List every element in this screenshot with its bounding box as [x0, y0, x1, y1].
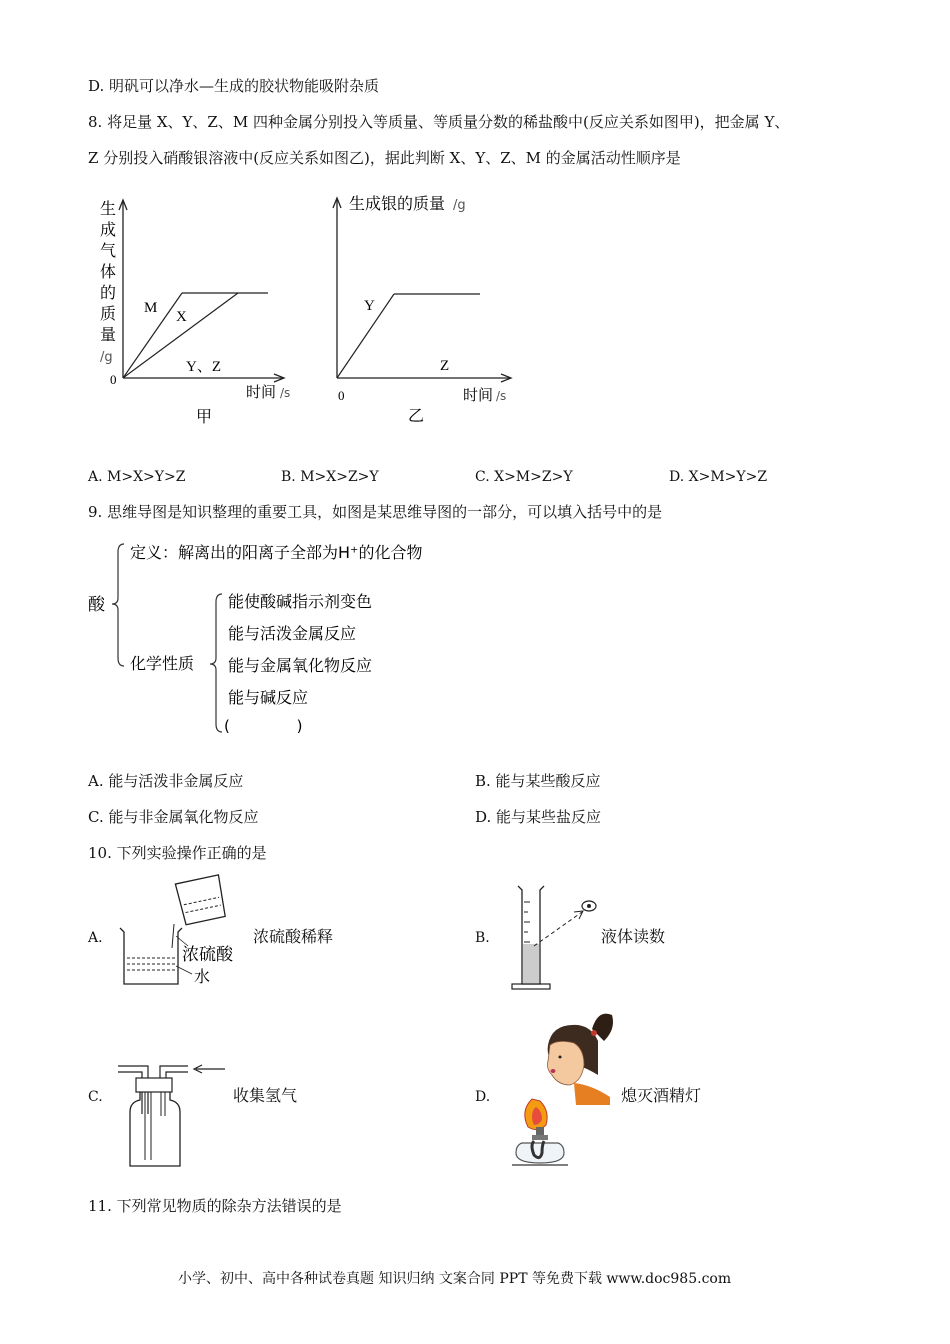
yi-ylabel: 生成银的质量	[349, 194, 446, 213]
fig-cylinder-reading	[500, 882, 600, 992]
jia-label-m: M	[144, 300, 158, 316]
jia-ylabel-5: 质	[100, 304, 117, 323]
water-label: 水	[194, 967, 211, 986]
q10-b-letter: B.	[475, 930, 490, 946]
yi-xlabel: 时间	[463, 386, 494, 404]
map-outer-brace	[112, 544, 124, 666]
mind-map	[88, 536, 468, 746]
q10-c-letter: C.	[88, 1089, 103, 1105]
jia-label-yz: Y、Z	[186, 359, 221, 375]
map-inner-brace	[210, 594, 222, 732]
q7-option-d: D. 明矾可以净水—生成的胶状物能吸附杂质	[88, 77, 380, 95]
jia-ylabel-4: 的	[100, 283, 117, 302]
q11-stem: 11. 下列常见物质的除杂方法错误的是	[88, 1197, 342, 1215]
fig-alcohol-lamp	[500, 1005, 620, 1173]
yi-origin: 0	[338, 388, 345, 403]
q9-option-c: C. 能与非金属氧化物反应	[88, 808, 259, 826]
q8-option-d: D. X>M>Y>Z	[669, 469, 768, 485]
jia-origin: 0	[110, 372, 117, 387]
q10-stem: 10. 下列实验操作正确的是	[88, 844, 267, 862]
map-definition: 定义：解离出的阳离子全部为H⁺的化合物	[130, 543, 423, 562]
jia-xlabel: 时间	[246, 383, 277, 401]
q10-c-caption: 收集氢气	[233, 1086, 298, 1105]
q9-option-d: D. 能与某些盐反应	[475, 808, 602, 826]
fig-gas-collection	[110, 1056, 240, 1174]
map-item-1: 能与活泼金属反应	[228, 624, 357, 643]
jia-caption: 甲	[196, 407, 213, 426]
jia-xunit: /s	[280, 386, 291, 400]
q9-option-b: B. 能与某些酸反应	[475, 772, 601, 790]
yi-label-z: Z	[440, 358, 450, 374]
yi-label-y: Y	[364, 298, 375, 314]
jia-ylabel-6: 量	[100, 325, 117, 344]
jia-ylabel-0: 生	[100, 199, 117, 218]
q9-stem: 9. 思维导图是知识整理的重要工具，如图是某思维导图的一部分，可以填入括号中的是	[88, 503, 663, 521]
q10-d-letter: D.	[475, 1089, 491, 1105]
map-item-blank: ( )	[224, 717, 303, 735]
q8-option-b: B. M>X>Z>Y	[281, 469, 379, 485]
q8-stem-line1: 8. 将足量 X、Y、Z、M 四种金属分别投入等质量、等质量分数的稀盐酸中(反应关系如图甲)，把金属 Y、	[88, 113, 790, 131]
jia-ylabel-3: 体	[100, 262, 117, 281]
q10-d-caption: 熄灭酒精灯	[621, 1086, 702, 1105]
q10-b-caption: 液体读数	[601, 927, 666, 946]
map-root: 酸	[88, 595, 105, 615]
jia-ylabel-1: 成	[100, 220, 117, 239]
yi-yunit: /g	[453, 198, 466, 213]
q8-option-a: A. M>X>Y>Z	[88, 469, 186, 485]
q8-stem-line2: Z 分别投入硝酸银溶液中(反应关系如图乙)，据此判断 X、Y、Z、M 的金属活动性顺序是	[88, 149, 681, 167]
yi-caption: 乙	[408, 406, 425, 425]
jia-ylabel-unit: /g	[100, 350, 113, 365]
map-chem-props: 化学性质	[130, 654, 195, 673]
acid-label: 浓硫酸	[182, 945, 233, 965]
page-footer: 小学、初中、高中各种试卷真题 知识归纳 文案合同 PPT 等免费下载 www.doc985.com	[178, 1271, 732, 1287]
q10-a-letter: A.	[88, 930, 103, 946]
map-item-0: 能使酸碱指示剂变色	[228, 592, 373, 611]
jia-ylabel-2: 气	[100, 241, 117, 260]
map-item-2: 能与金属氧化物反应	[228, 656, 373, 675]
jia-label-x: X	[176, 309, 187, 325]
q9-option-a: A. 能与活泼非金属反应	[88, 772, 244, 790]
map-item-3: 能与碱反应	[228, 688, 309, 707]
fig-acid-dilution	[112, 874, 252, 992]
q10-a-caption: 浓硫酸稀释	[253, 927, 334, 946]
yi-xunit: /s	[496, 389, 507, 403]
figure-yi	[322, 190, 522, 430]
q8-option-c: C. X>M>Z>Y	[475, 469, 573, 485]
figure-jia	[88, 190, 291, 430]
